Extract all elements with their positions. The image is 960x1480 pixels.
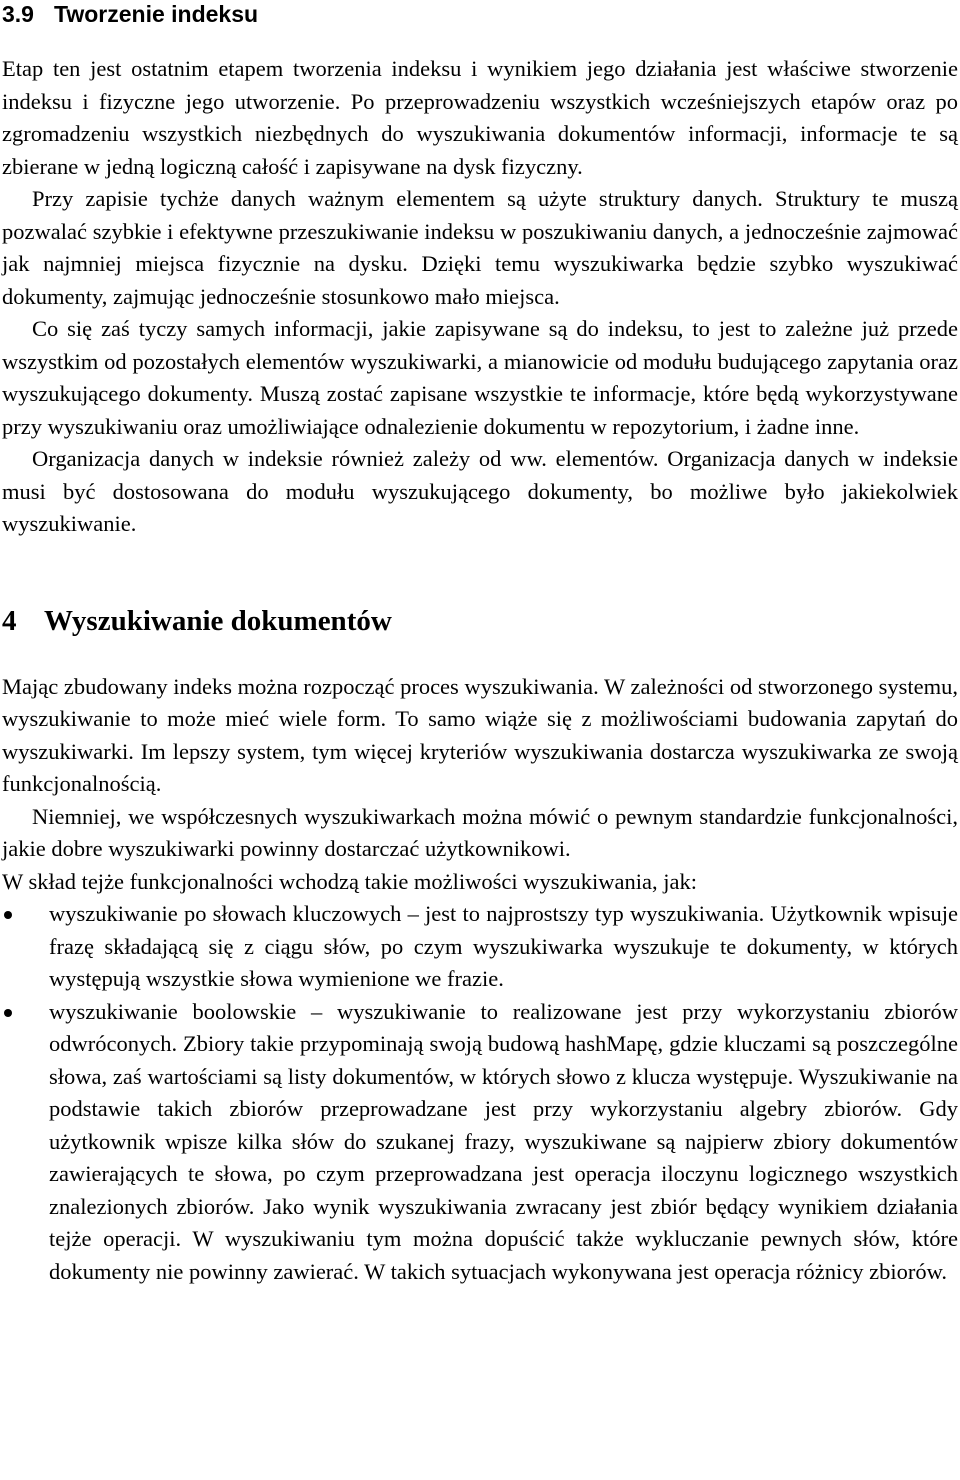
section-heading-4 [2,601,958,641]
section-3-9-body [2,53,958,541]
paragraph: Mając zbudowany indeks można rozpocząć proces wyszukiwania. W zależności od stworzonego systemu, wyszukiwanie to może mieć wiele form. To samo wiąże się z możliwościami budowania zapytań do wyszukiwarki. Im lepszy system, tym więcej kryteriów wyszukiwania dostarcza wyszukiwarka ze swoją funkcjonalnością. [2,673,958,796]
section-number: 3.9 [2,1,34,27]
section-title: Tworzenie indeksu [54,1,259,27]
paragraph: W skład tejże funkcjonalności wchodzą takie możliwości wyszukiwania, jak: [2,868,697,894]
bullet-icon [4,1009,12,1017]
list-item [2,996,958,1289]
section-number: 4 [2,604,17,637]
paragraph: Przy zapisie tychże danych ważnym elementem są użyte struktury danych. Struktury te muszą pozwalać szybkie i efektywne przeszukiwanie indeksu w poszukiwaniu danych, a jednocześnie zajmować jak najmniej miejsca fizycznie na dysku. Dzięki temu wyszukiwarka będzie szybko wyszukiwać dokumenty, zajmując jednocześnie stosunkowo mało miejsca. [2,186,958,309]
bullet-icon [4,911,12,919]
section-4-body [2,671,958,1289]
bullet-list [2,898,958,1288]
paragraph: Co się zaś tyczy samych informacji, jakie zapisywane są do indeksu, to jest to zależne już przede wszystkim od pozostałych elementów wyszukiwarki, a mianowicie od modułu budującego zapytania oraz wyszukującego dokumenty. Muszą zostać zapisane wszystkie te informacje, które będą wykorzystywane przy wyszukiwaniu oraz umożliwiające odnalezienie dokumentu w repozytorium, i żadne inne. [2,316,958,439]
section-title: Wyszukiwanie dokumentów [44,604,392,637]
paragraph: Niemniej, we współczesnych wyszukiwarkach można mówić o pewnym standardzie funkcjonalności, jakie dobre wyszukiwarki powinny dostarczać użytkownikowi. [2,803,958,861]
list-item [2,898,958,996]
paragraph: Organizacja danych w indeksie również zależy od ww. elementów. Organizacja danych w indeksie musi być dostosowana do modułu wyszukującego dokumenty, bo możliwe było jakiekolwiek wyszukiwanie. [2,446,958,536]
paragraph: Etap ten jest ostatnim etapem tworzenia indeksu i wynikiem jego działania jest właściwe stworzenie indeksu i fizyczne jego utworzenie. Po przeprowadzeniu wszystkich wcześniejszych etapów oraz po zgromadzeniu wszystkich niezbędnych do wyszukiwania dokumentów informacji, informacje te są zbierane w jedną logiczną całość i zapisywane na dysk fizyczny. [2,56,958,179]
list-item-text: wyszukiwanie boolowskie – wyszukiwanie to realizowane jest przy wykorzystaniu zbiorów odwróconych. Zbiory takie przypominają swoją budową hashMapę, gdzie kluczami są poszczególne słowa, zaś wartościami są listy dokumentów, w których słowo z klucza występuje. Wyszukiwanie na podstawie takich zbiorów przeprowadzane jest przy wykorzystaniu algebry zbiorów. Gdy użytkownik wpisze kilka słów do szukanej frazy, wyszukiwane są najpierw zbiory dokumentów zawierających te słowa, po czym przeprowadzana jest operacja iloczynu logicznego wszystkich znalezionych zbiorów. Jako wynik wyszukiwania zwracany jest zbiór będący wynikiem działania tejże operacji. W wyszukiwaniu tym można dopuścić także wykluczanie pewnych słów, które dokumenty nie powinny zawierać. W takich sytuacjach wykonywana jest operacja różnicy zbiorów. [49,998,958,1284]
section-heading-3-9 [2,0,958,28]
list-item-text: wyszukiwanie po słowach kluczowych – jest to najprostszy typ wyszukiwania. Użytkownik wpisuje frazę składającą się z ciągu słów, po czym wyszukiwarka wyszukuje te dokumenty, w których występują wszystkie słowa wymienione we frazie. [49,901,958,991]
